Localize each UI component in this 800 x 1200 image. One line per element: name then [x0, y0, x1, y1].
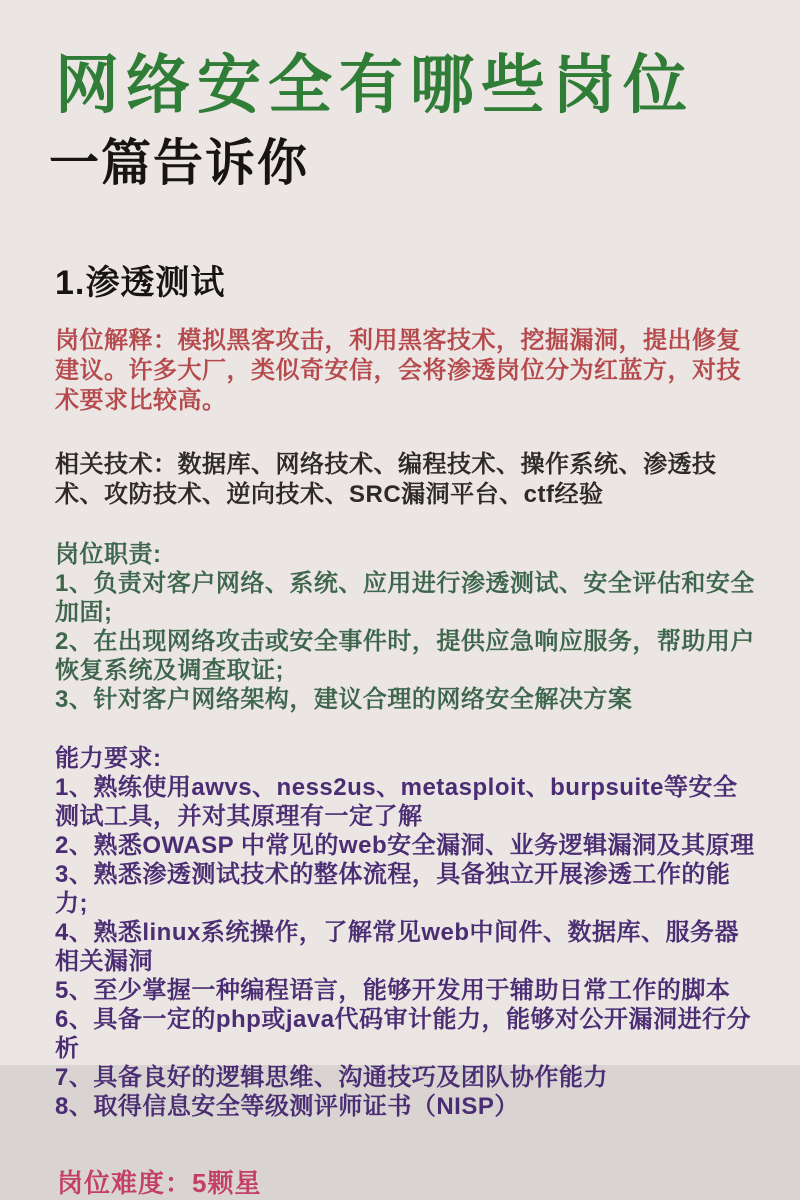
ability-requirement-item: 2、熟悉OWASP 中常见的web安全漏洞、业务逻辑漏洞及其原理 — [55, 831, 755, 859]
ability-requirement-item: 4、熟悉linux系统操作，了解常见web中间件、数据库、服务器相关漏洞 — [55, 918, 740, 975]
ability-requirement-item: 3、熟悉渗透测试技术的整体流程，具备独立开展渗透工作的能力; — [55, 860, 731, 917]
ability-requirement-item: 7、具备良好的逻辑思维、沟通技巧及团队协作能力 — [55, 1063, 608, 1091]
job-section — [55, 255, 755, 1200]
ability-requirement-item: 5、至少掌握一种编程语言，能够开发用于辅助日常工作的脚本 — [55, 976, 731, 1004]
ability-requirement-item: 1、熟练使用awvs、ness2us、metasploit、burpsuite等安全测试工具，并对其原理有一定了解 — [55, 773, 738, 830]
job-difficulty — [57, 1163, 750, 1200]
ability-requirement-item: 6、具备一定的php或java代码审计能力，能够对公开漏洞进行分析 — [55, 1005, 752, 1062]
related-skills-label: 相关技术： — [55, 450, 178, 478]
ability-requirements-label: 能力要求: — [55, 744, 162, 772]
job-explanation-label: 岗位解释： — [55, 326, 178, 354]
job-duty-item: 2、在出现网络攻击或安全事件时，提供应急响应服务，帮助用户恢复系统及调查取证; — [55, 627, 755, 684]
page-subtitle: 一篇告诉你 — [49, 134, 309, 191]
job-duty-item: 3、针对客户网络架构，建议合理的网络安全解决方案 — [55, 685, 633, 713]
section-heading: 1.渗透测试 — [55, 263, 226, 302]
job-explanation-text: 模拟黑客攻击，利用黑客技术，挖掘漏洞，提出修复建议。许多大厂，类似奇安信，会将渗透岗位分为红蓝方，对技术要求比较高。 — [55, 326, 741, 414]
job-duties-label: 岗位职责: — [55, 540, 162, 568]
page-title: 网络安全有哪些岗位 — [55, 49, 694, 121]
job-difficulty-label: 岗位难度： — [57, 1167, 193, 1198]
job-difficulty-value: 5颗星 — [192, 1167, 262, 1198]
related-skills — [55, 450, 755, 510]
job-duty-item: 1、负责对客户网络、系统、应用进行渗透测试、安全评估和安全加固; — [55, 569, 755, 626]
related-skills-text: 数据库、网络技术、编程技术、操作系统、渗透技术、攻防技术、逆向技术、SRC漏洞平台、ctf经验 — [55, 450, 717, 508]
ability-requirements — [55, 744, 755, 1121]
job-duties — [55, 540, 755, 714]
ability-requirement-item: 8、取得信息安全等级测评师证书（NISP） — [55, 1092, 519, 1120]
job-explanation — [55, 326, 755, 416]
